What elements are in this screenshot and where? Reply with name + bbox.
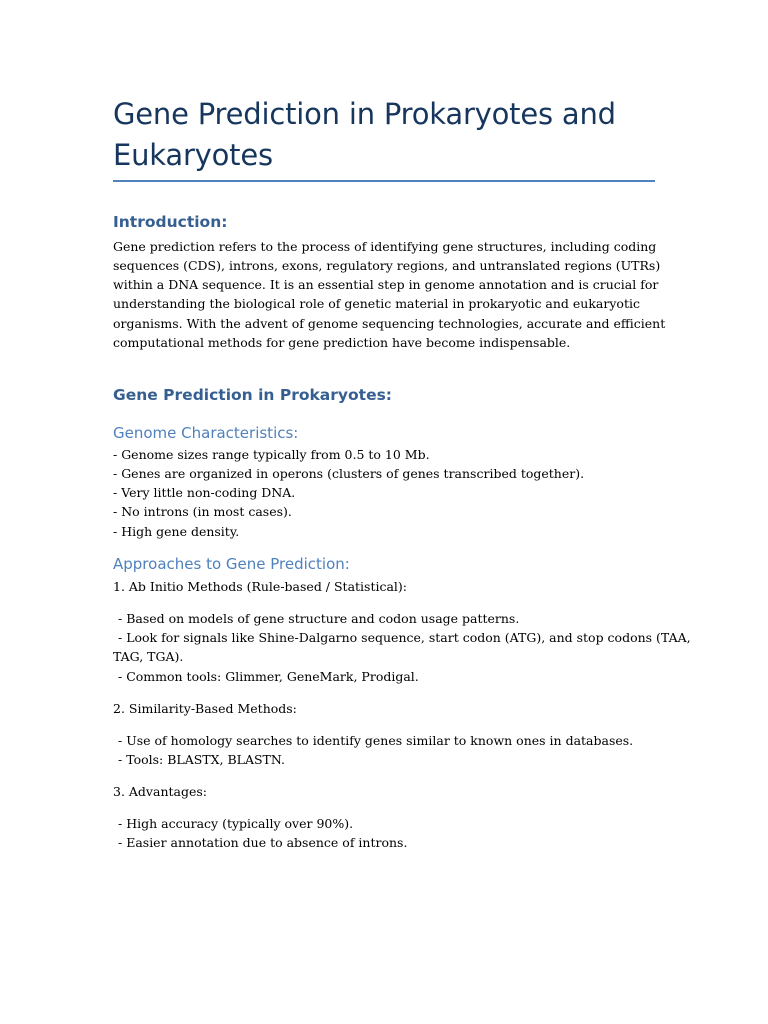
advantages-line: - High accuracy (typically over 90%). xyxy=(118,816,354,831)
similarity-line: - Use of homology searches to identify genes similar to known ones in databases. xyxy=(118,733,634,748)
title-underline xyxy=(113,180,655,182)
intro-line: Gene prediction refers to the process of identifying gene structures, including coding xyxy=(113,239,657,254)
genome-characteristics-heading: Genome Characteristics: xyxy=(113,424,299,442)
similarity-line: - Tools: BLASTX, BLASTN. xyxy=(118,752,285,767)
intro-line: sequences (CDS), introns, exons, regulatory regions, and untranslated regions (UTRs) xyxy=(113,258,661,273)
ab-initio-title: 1. Ab Initio Methods (Rule-based / Statistical): xyxy=(113,579,408,594)
intro-line: computational methods for gene prediction have become indispensable. xyxy=(113,335,571,350)
characteristic-item: - No introns (in most cases). xyxy=(113,504,292,519)
characteristic-item: - High gene density. xyxy=(113,524,240,539)
ab-initio-line: - Look for signals like Shine-Dalgarno sequence, start codon (ATG), and stop codons (TAA, xyxy=(118,630,691,645)
ab-initio-line: TAG, TGA). xyxy=(113,649,184,664)
prokaryotes-heading: Gene Prediction in Prokaryotes: xyxy=(113,386,392,404)
page-title: Gene Prediction in Prokaryotes and Eukaryotes xyxy=(113,97,616,172)
intro-line: within a DNA sequence. It is an essential step in genome annotation and is crucial for xyxy=(113,277,659,292)
similarity-title: 2. Similarity-Based Methods: xyxy=(113,701,297,716)
approaches-heading: Approaches to Gene Prediction: xyxy=(113,555,350,573)
advantages-title: 3. Advantages: xyxy=(113,784,207,799)
characteristic-item: - Very little non-coding DNA. xyxy=(113,485,296,500)
ab-initio-line: - Based on models of gene structure and codon usage patterns. xyxy=(118,611,520,626)
introduction-heading: Introduction: xyxy=(113,213,228,231)
intro-line: organisms. With the advent of genome sequencing technologies, accurate and efficient xyxy=(113,316,666,331)
ab-initio-line: - Common tools: Glimmer, GeneMark, Prodigal. xyxy=(118,669,419,684)
characteristic-item: - Genome sizes range typically from 0.5 to 10 Mb. xyxy=(113,447,430,462)
intro-line: understanding the biological role of genetic material in prokaryotic and eukaryotic xyxy=(113,296,640,311)
characteristic-item: - Genes are organized in operons (clusters of genes transcribed together). xyxy=(113,466,585,481)
advantages-line: - Easier annotation due to absence of introns. xyxy=(118,835,408,850)
